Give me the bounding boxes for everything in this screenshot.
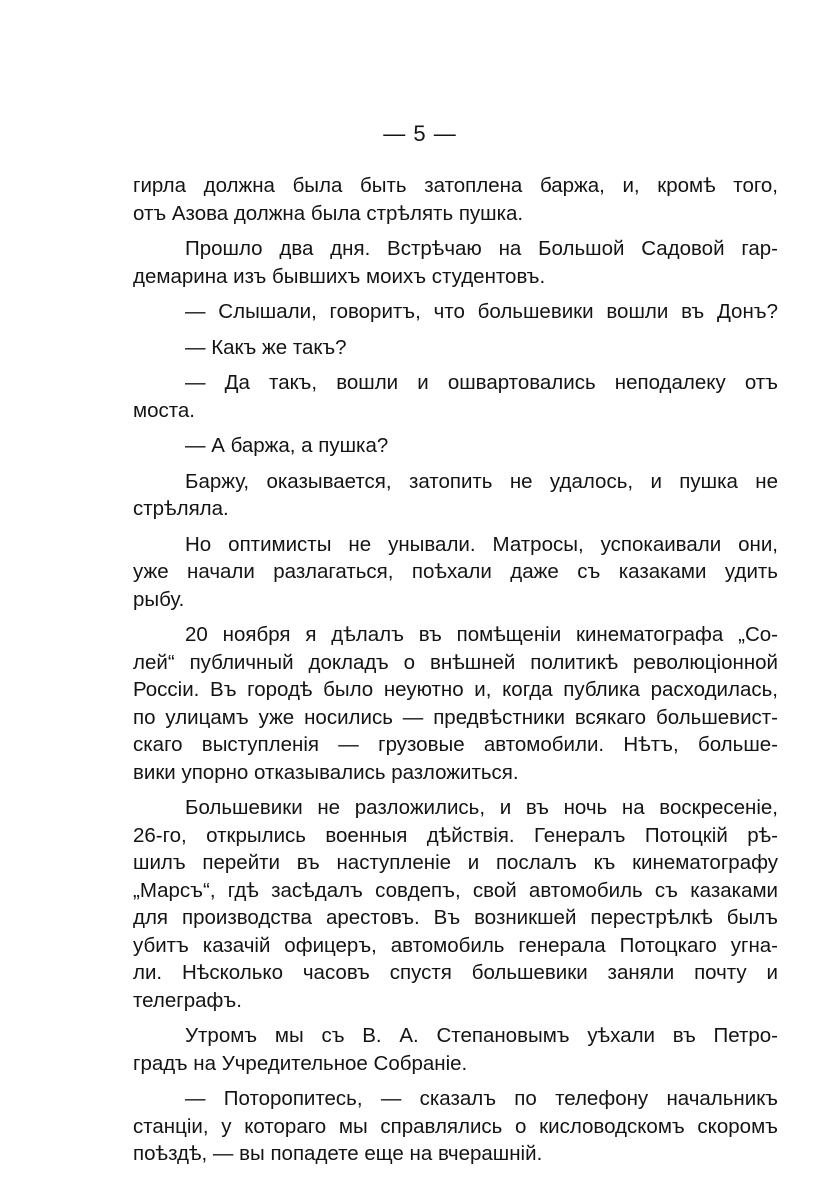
text-line: уже начали разлагаться, поѣхали даже съ казаками удить: [133, 560, 778, 583]
text-line: ли. Нѣсколько часовъ спустя большевики заняли почту и: [133, 961, 778, 984]
text-line: 26-го, открылись военныя дѣйствія. Генералъ Потоцкій рѣ-: [133, 823, 778, 847]
text-line: поѣздѣ, — вы попадете еще на вчерашній.: [133, 1142, 543, 1165]
text-line: для производства арестовъ. Въ возникшей перестрѣлкѣ былъ: [133, 906, 778, 929]
paragraph: [133, 468, 778, 523]
paragraph-gap: [133, 326, 778, 334]
paragraph-gap: [133, 786, 778, 794]
paragraph: [133, 1085, 778, 1168]
paragraph: [133, 621, 778, 786]
paragraph: [133, 794, 778, 1014]
text-line: Прошло два дня. Встрѣчаю на Большой Садовой гар-: [185, 237, 778, 260]
text-line: по улицамъ уже носились — предвѣстники всякаго большевист-: [133, 705, 778, 729]
paragraph-gap: [133, 1014, 778, 1022]
text-line: лей“ публичный докладъ о внѣшней политикѣ революціонной: [133, 650, 778, 674]
text-line: вики упорно отказывались разложиться.: [133, 760, 519, 784]
paragraph: [133, 1022, 778, 1077]
text-line: „Марсъ“, гдѣ засѣдалъ совдепъ, свой автомобиль съ казаками: [133, 878, 778, 902]
text-line: Россіи. Въ городѣ было неуютно и, когда публика расходилась,: [133, 678, 778, 701]
paragraph-gap: [133, 613, 778, 621]
text-line: телеграфъ.: [133, 988, 242, 1012]
text-line: демарина изъ бывшихъ моихъ студентовъ.: [133, 264, 546, 288]
paragraph: [133, 531, 778, 614]
paragraph: [133, 298, 778, 326]
text-line: моста.: [133, 398, 196, 422]
text-line: — А баржа, а пушка?: [185, 434, 389, 457]
paragraph-gap: [133, 1077, 778, 1085]
paragraph-gap: [133, 361, 778, 369]
text-line: Большевики не разложились, и въ ночь на воскресеніе,: [185, 796, 778, 819]
text-line: 20 ноября я дѣлалъ въ помѣщеніи кинематографа „Со-: [185, 623, 778, 646]
text-line: Баржу, оказывается, затопить не удалось, и пушка не: [185, 469, 778, 493]
text-line: убитъ казачій офицеръ, автомобиль генерала Потоцкаго угна-: [133, 933, 778, 957]
paragraph-gap: [133, 523, 778, 531]
paragraph-gap: [133, 424, 778, 432]
paragraph: [133, 369, 778, 424]
text-line: скаго выступленія — грузовые автомобили. Нѣтъ, больше-: [133, 733, 778, 756]
paragraph: [133, 172, 778, 227]
paragraph: [133, 432, 778, 460]
text-line: — Какъ же такъ?: [185, 335, 347, 359]
paragraph: [133, 235, 778, 290]
text-line: гирла должна была быть затоплена баржа, и, кромѣ того,: [133, 174, 778, 197]
text-line: шилъ перейти въ наступленіе и послалъ къ кинематографу: [133, 851, 778, 874]
page-number: — 5 —: [383, 121, 457, 146]
text-line: отъ Азова должна была стрѣлять пушка.: [133, 201, 524, 225]
paragraph-gap: [133, 227, 778, 235]
text-line: Но оптимисты не унывали. Матросы, успокаивали они,: [185, 532, 778, 556]
text-line: — Поторопитесь, — сказалъ по телефону начальникъ: [185, 1087, 778, 1110]
text-line: стрѣляла.: [133, 497, 229, 520]
paragraph-gap: [133, 290, 778, 298]
text-line: — Слышали, говоритъ, что большевики вошли въ Донъ?: [185, 300, 778, 323]
text-line: — Да такъ, вошли и ошвартовались неподалеку отъ: [185, 371, 778, 394]
text-line: Утромъ мы съ В. А. Степановымъ уѣхали въ Петро-: [185, 1024, 778, 1047]
body-text: [133, 172, 778, 1168]
text-line: рыбу.: [133, 587, 185, 611]
paragraph-gap: [133, 460, 778, 468]
text-line: станціи, у котораго мы справлялись о кисловодскомъ скоромъ: [133, 1114, 778, 1138]
paragraph: [133, 334, 778, 362]
text-line: градъ на Учредительное Собраніе.: [133, 1051, 468, 1075]
